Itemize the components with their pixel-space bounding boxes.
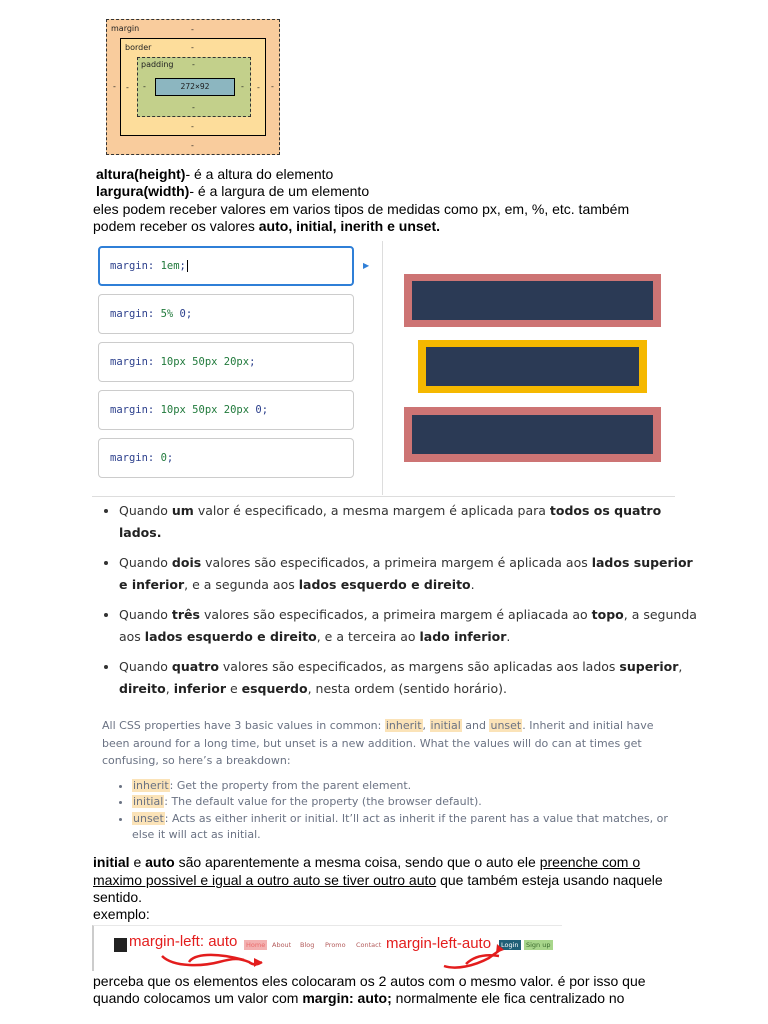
border-label: border [125,43,152,52]
values-line-1: eles podem receber valores em varios tipos de medidas como px, em, %, etc. também [93,201,630,217]
margin-label: margin [111,24,140,33]
nav-about: About [272,941,292,949]
width-desc: - é a largura de um elemento [189,183,370,199]
initial-auto-line-1: initial e auto são aparentemente a mesma coisa, sendo que o auto ele preenche com o [93,854,641,870]
box-model-border [120,38,266,136]
code-suffix: ; [179,260,186,272]
keyword-inherit: inherit [385,719,422,732]
preview-inner-1 [412,281,653,320]
values-line-2-bold: auto, initial, inerith e unset. [258,218,441,234]
border-bottom-value: - [191,122,194,131]
margin-left-auto-label-right: margin-left-auto [386,935,492,952]
code-example-4[interactable] [98,390,354,430]
width-term: largura(width) [96,183,190,199]
margin-value-rules [101,500,699,708]
footer-line-2: quando colocamos um valor com margin: auto; normalmente ele fica centralizado no [93,990,625,1006]
margin-bottom-value: - [191,141,194,150]
preview-box-2 [418,340,647,393]
height-term: altura(height) [96,166,186,182]
list-item: • Quando quatro valores são especificados, as margens são aplicadas aos lados superior, direito, inferior e esquerdo, nesta ordem (sentido horário). [119,656,699,700]
keyword-unset: unset [490,719,522,732]
padding-bottom-value: - [192,103,195,112]
code-value: 1em [160,260,180,272]
margin-top-value: - [191,25,194,34]
code-example-2[interactable] [98,294,354,334]
list-item: • Quando três valores são especificados, a primeira margem é apliacada ao topo, a segunda aos lados esquerdo e direito, e a terceira ao lado inferior. [119,604,699,648]
border-right-value: - [257,83,260,92]
preview-box-1 [404,274,661,327]
box-model-padding [137,57,251,117]
code-value: 10px 50px 20px [160,356,250,368]
panel-divider [382,241,383,495]
list-item: • unset: Acts as either inherit or initial. It’ll act as inherit if the parent has a value that matches, or else it will act as initial. [132,811,682,844]
padding-right-value: - [241,82,244,91]
list-item: • initial: The default value for the property (the browser default). [132,794,682,811]
code-prefix: margin: [110,452,161,464]
nav-promo: Promo [325,941,346,949]
height-desc: - é a altura do elemento [185,166,334,182]
border-top-value: - [191,43,194,52]
example-label: exemplo: [93,906,150,922]
code-value: 5% [160,308,174,320]
code-prefix: margin: [110,308,161,320]
values-line-2-prefix: podem receber os valores [93,218,259,234]
keyword-initial: initial [430,719,461,732]
code-value: 0 [160,452,167,464]
nav-blog: Blog [300,941,315,949]
preview-inner-2 [426,347,639,386]
footer-line-1: perceba que os elementos eles colocaram os 2 autos com o mesmo valor. é por isso que [93,973,646,989]
code-suffix: 0; [249,404,269,416]
css-values-quote [102,717,682,844]
box-model-content: 272×92 [155,78,235,96]
code-suffix: ; [249,356,256,368]
quote-list [102,778,682,844]
list-item: • Quando um valor é especificado, a mesma margem é aplicada para todos os quatro lados. [119,500,699,544]
padding-left-value: - [143,82,146,91]
height-definition [96,166,333,183]
nav-home: Home [246,941,266,949]
navbar-example-image [92,925,562,971]
border-left-value: - [126,83,129,92]
code-prefix: margin: [110,260,161,272]
code-example-5[interactable] [98,438,354,478]
padding-top-value: - [192,60,195,69]
selected-arrow-icon: ▶ [363,261,370,270]
hand-drawn-arrows [94,926,564,972]
padding-label: padding [141,60,174,69]
margin-left-value: - [113,82,116,91]
signup-button: Sign up [526,941,551,949]
preview-inner-3 [412,415,653,454]
width-definition [96,183,369,200]
code-example-1[interactable] [98,246,354,286]
initial-auto-line-3: sentido. [93,889,143,905]
nav-contact: Contact [356,941,382,949]
quote-paragraph: All CSS properties have 3 basic values in common: inherit, initial and unset. Inherit and initial have been around for a long time, but unset is a new addition. What the values will do can at times get confusing, so here’s a breakdown: [102,719,654,767]
login-button: Login [501,941,519,949]
code-suffix: 0; [173,308,193,320]
margin-left-auto-label-left: margin-left: auto [129,933,238,950]
list-item: • Quando dois valores são especificados, a primeira margem é aplicada aos lados superior e inferior, e a segunda aos lados esquerdo e direito. [119,552,699,596]
code-value: 10px 50px 20px [160,404,250,416]
initial-auto-line-2: maximo possivel e igual a outro auto se tiver outro auto que também esteja usando naquele [93,872,663,888]
code-example-3[interactable] [98,342,354,382]
values-line-2 [93,218,440,235]
code-suffix: ; [166,452,174,464]
margin-examples-panel [92,241,675,497]
text-caret [187,260,188,272]
preview-box-3 [404,407,661,462]
list-item: • inherit: Get the property from the parent element. [132,778,682,795]
box-model-margin [106,19,280,155]
code-prefix: margin: [110,356,161,368]
code-prefix: margin: [110,404,161,416]
margin-right-value: - [271,82,274,91]
